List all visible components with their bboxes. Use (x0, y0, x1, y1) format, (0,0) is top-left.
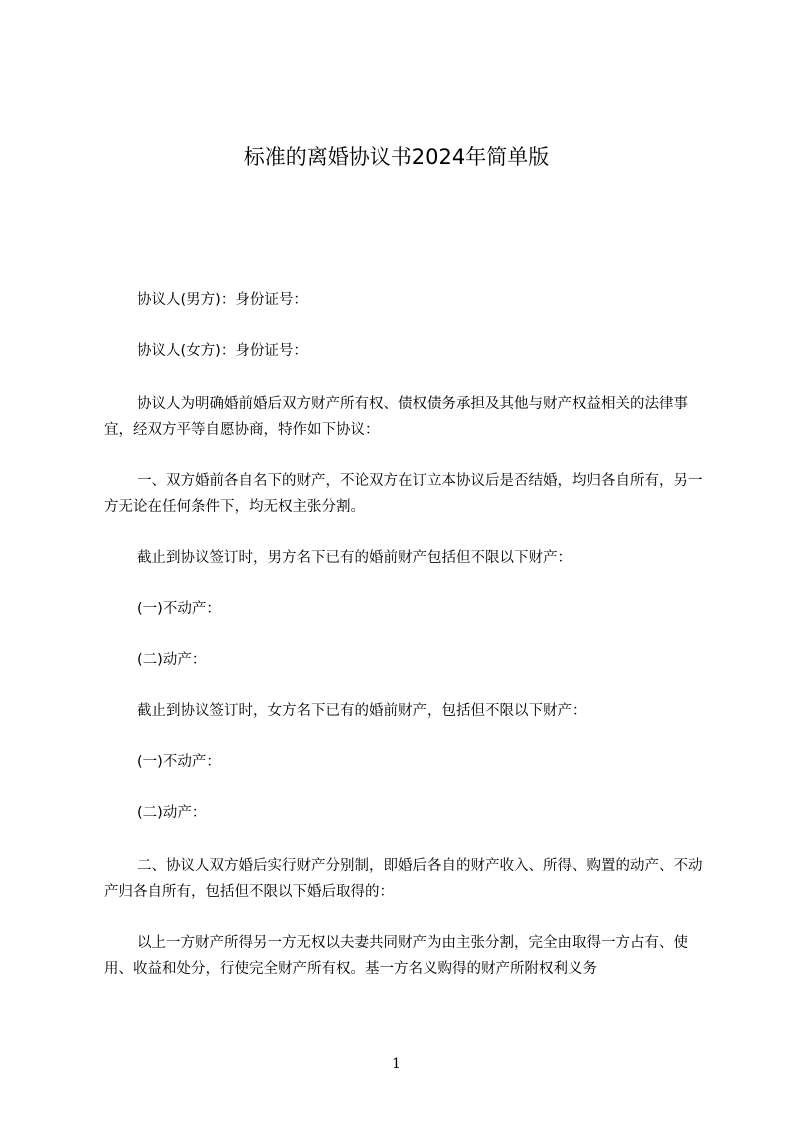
page-number: 1 (392, 1056, 401, 1072)
paragraph-male-real-estate: (一)不动产： (137, 601, 221, 617)
paragraph-male-party: 协议人(男方)：身份证号： (137, 292, 308, 308)
paragraph-separate-ownership: 以上一方财产所得另一方无权以夫妻共同财产为由主张分割，完全由取得一方占有、使用、收益和处分，行使完全财产所有权。基一方名义购得的财产所附权利义务 (104, 935, 688, 977)
paragraph-female-real-estate: (一)不动产： (137, 754, 221, 770)
paragraph-purpose: 协议人为明确婚前婚后双方财产所有权、债权债务承担及其他与财产权益相关的法律事宜，经双方平等自愿协商，特作如下协议： (104, 396, 688, 438)
paragraph-female-movable-property: (二)动产： (137, 805, 207, 821)
paragraph-clause-two: 二、协议人双方婚后实行财产分别制，即婚后各自的财产收入、所得、购置的动产、不动产归各自所有，包括但不限以下婚后取得的： (104, 858, 703, 900)
paragraph-male-premarital-assets: 截止到协议签订时，男方名下已有的婚前财产包括但不限以下财产： (137, 550, 572, 566)
paragraph-female-party: 协议人(女方)：身份证号： (137, 343, 308, 359)
paragraph-female-premarital-assets: 截止到协议签订时，女方名下已有的婚前财产，包括但不限以下财产： (137, 703, 587, 719)
document-title: 标准的离婚协议书2024年简单版 (243, 145, 550, 169)
document-body (104, 287, 706, 982)
paragraph-clause-one: 一、双方婚前各自名下的财产，不论双方在订立本协议后是否结婚，均归各自所有，另一方无论在任何条件下，均无权主张分割。 (104, 473, 703, 515)
paragraph-male-movable-property: (二)动产： (137, 652, 207, 668)
